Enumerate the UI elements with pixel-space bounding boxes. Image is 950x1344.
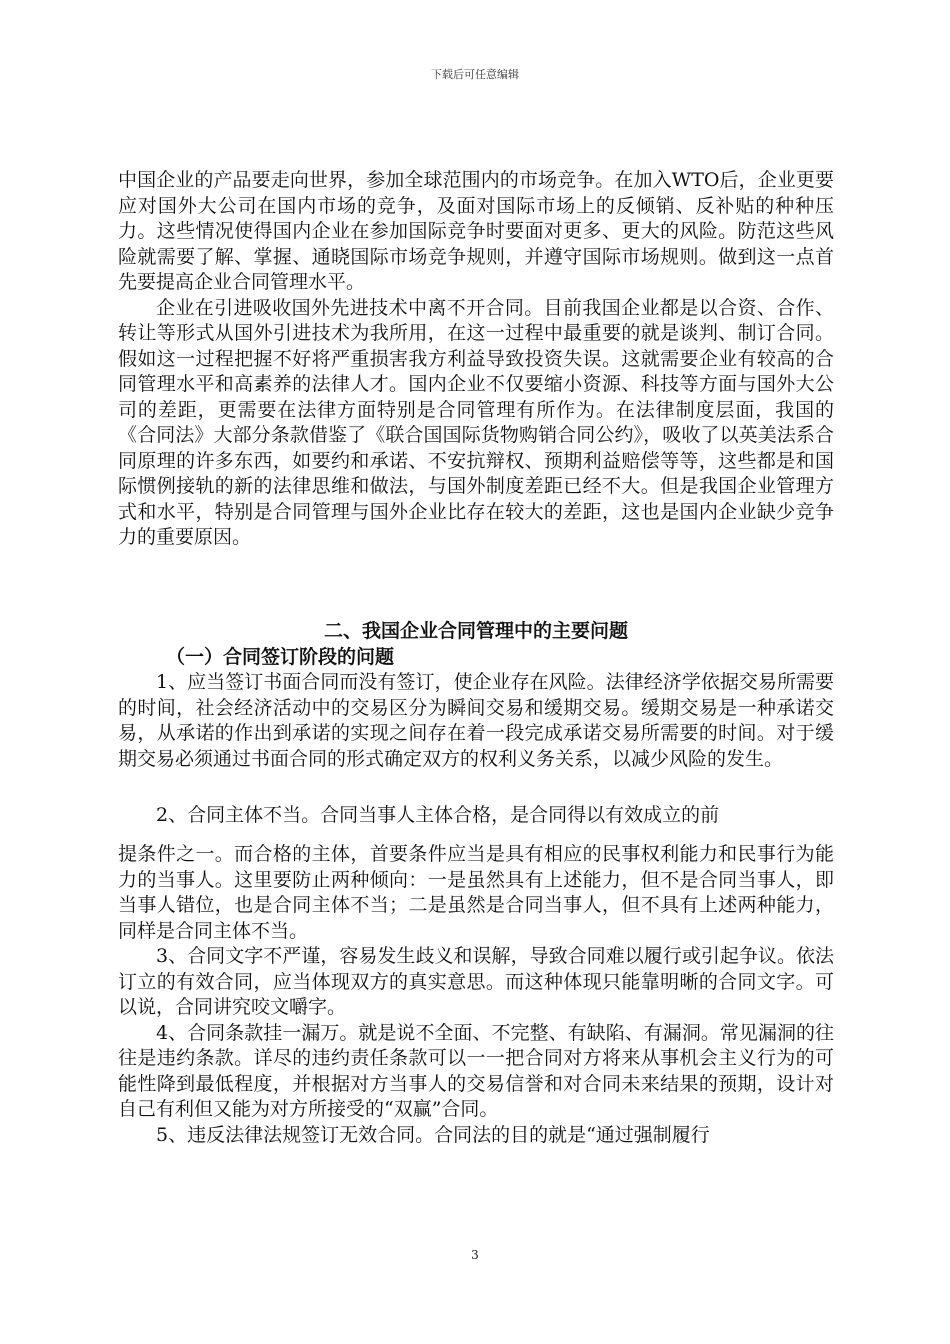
section-two <box>118 618 834 772</box>
subsection-heading: （一）合同签订阶段的问题 <box>166 646 395 668</box>
remaining-section <box>118 842 834 1148</box>
paragraph-7: 5、违反法律法规签订无效合同。合同法的目的就是“通过强制履行 <box>156 1123 710 1146</box>
paragraph-1: 中国企业的产品要走向世界，参加全球范围内的市场竞争。在加入WTO后，企业更要应对国外大公司在国内市场的竞争，及面对国际市场上的反倾销、反补贴的种种压力。这些情况使得国内企业在参加国际竞争时要面对更多、更大的风险。防范这些风险就需要了解、掌握、通晓国际市场竞争规则，并遵守国际市场规则。做到这一点首先要提高企业合同管理水平。 <box>118 169 834 293</box>
paragraph-2: 企业在引进吸收国外先进技术中离不开合同。目前我国企业都是以合资、合作、转让等形式从国外引进技术为我所用，在这一过程中最重要的就是谈判、制订合同。假如这一过程把握不好将严重损害我方利益导致投资失误。这就需要企业有较高的合同管理水平和高素养的法律人才。国内企业不仅要缩小资源、科技等方面与国外大公司的差距，更需要在法律方面特别是合同管理有所作为。在法律制度层面，我国的《合同法》大部分条款借鉴了《联合国国际货物购销合同公约》，吸收了以英美法系合同原理的许多东西，如要约和承诺、不安抗辩权、预期利益赔偿等等，这些都是和国际惯例接轨的新的法律思维和做法，与国外制度差距已经不大。但是我国企业管理方式和水平，特别是合同管理与国外企业比存在较大的差距，这也是国内企业缺少竞争力的重要原因。 <box>118 296 834 548</box>
section-heading: 二、我国企业合同管理中的主要问题 <box>323 620 628 642</box>
paragraph-4-first-line-block <box>118 803 834 829</box>
paragraph-4-continued: 提条件之一。而合格的主体，首要条件应当是具有相应的民事权利能力和民事行为能力的当事人。这里要防止两种倾向：一是虽然具有上述能力，但不是合同当事人，即当事人错位，也是合同主体不当；二是虽然是合同当事人，但不具有上述两种能力，同样是合同主体不当。 <box>118 843 834 942</box>
paragraph-6: 4、合同条款挂一漏万。就是说不全面、不完整、有缺陷、有漏洞。常见漏洞的往往是违约条款。详尽的违约责任条款可以一一把合同对方将来从事机会主义行为的可能性降到最低程度，并根据对方当事人的交易信誉和对合同未来结果的预期，设计对自己有利但又能为对方所接受的“双赢”合同。 <box>118 1021 834 1120</box>
page-header: 下载后可任意编辑 <box>431 68 519 81</box>
paragraph-5: 3、合同文字不严谨，容易发生歧义和误解，导致合同难以履行或引起争议。依法订立的有效合同，应当体现双方的真实意思。而这种体现只能靠明晰的合同文字。可以说，合同讲究咬文嚼字。 <box>118 945 834 1018</box>
paragraph-4-first-line: 2、合同主体不当。合同当事人主体合格，是合同得以有效成立的前 <box>156 804 720 826</box>
page-number: 3 <box>471 1248 479 1262</box>
paragraph-3: 1、应当签订书面合同而没有签订，使企业存在风险。法律经济学依据交易所需要的时间，社会经济活动中的交易区分为瞬间交易和缓期交易。缓期交易是一种承诺交易，从承诺的作出到承诺的实现之间存在着一段完成承诺交易所需要的时间。对于缓期交易必须通过书面合同的形式确定双方的权利义务关系，以减少风险的发生。 <box>118 671 834 770</box>
intro-section <box>118 168 834 551</box>
